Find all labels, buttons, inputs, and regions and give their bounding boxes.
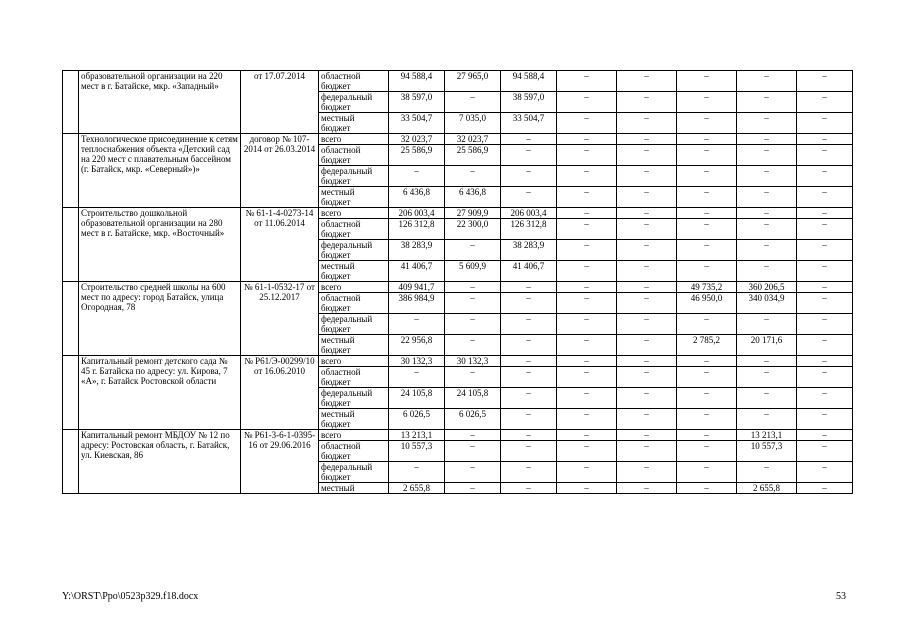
amount-cell: – [557, 145, 617, 166]
amount-cell: – [445, 441, 501, 462]
funding-source: федеральный бюджет [319, 462, 389, 483]
amount-cell: – [797, 314, 853, 335]
amount-cell: – [797, 430, 853, 441]
amount-cell: – [445, 335, 501, 356]
amount-cell: – [445, 314, 501, 335]
amount-cell: – [617, 134, 677, 145]
funding-source: местный бюджет [319, 187, 389, 208]
amount-cell: – [501, 388, 557, 409]
amount-cell: 386 984,9 [389, 293, 445, 314]
project-description: Строительство дошкольной образовательной организации на 280 мест в г. Батайске, мкр. «Восточный» [79, 208, 241, 282]
funding-source: федеральный бюджет [319, 314, 389, 335]
amount-cell: – [677, 71, 737, 92]
amount-cell: 94 588,4 [389, 71, 445, 92]
amount-cell: – [557, 335, 617, 356]
amount-cell: – [797, 367, 853, 388]
funding-source: областной бюджет [319, 293, 389, 314]
amount-cell: – [501, 134, 557, 145]
amount-cell: 340 034,9 [737, 293, 797, 314]
amount-cell: 10 557,3 [737, 441, 797, 462]
amount-cell: – [677, 187, 737, 208]
funding-source: всего [319, 430, 389, 441]
amount-cell: – [677, 240, 737, 261]
amount-cell: – [797, 145, 853, 166]
amount-cell: 38 597,0 [389, 92, 445, 113]
amount-cell: – [557, 187, 617, 208]
funding-source: областной бюджет [319, 367, 389, 388]
amount-cell: – [677, 483, 737, 494]
project-document: договор № 107-2014 от 26.03.2014 [241, 134, 319, 208]
amount-cell: – [677, 208, 737, 219]
amount-cell: – [797, 409, 853, 430]
project-document: № 61-1-4-0273-14 от 11.06.2014 [241, 208, 319, 282]
row-index-cell [63, 430, 79, 494]
amount-cell: – [501, 356, 557, 367]
funding-source: местный бюджет [319, 409, 389, 430]
amount-cell: 24 105,8 [389, 388, 445, 409]
funding-source: всего [319, 356, 389, 367]
amount-cell: – [677, 145, 737, 166]
amount-cell: – [797, 71, 853, 92]
amount-cell: – [557, 483, 617, 494]
amount-cell: – [677, 430, 737, 441]
funding-source: всего [319, 282, 389, 293]
amount-cell: – [445, 166, 501, 187]
amount-cell: – [445, 367, 501, 388]
amount-cell: – [501, 282, 557, 293]
amount-cell: – [389, 462, 445, 483]
table-row [63, 134, 853, 145]
table-row [63, 71, 853, 92]
amount-cell: – [797, 219, 853, 240]
amount-cell: – [737, 388, 797, 409]
amount-cell: 13 213,1 [737, 430, 797, 441]
project-document: от 17.07.2014 [241, 71, 319, 134]
amount-cell: – [501, 483, 557, 494]
amount-cell: – [617, 166, 677, 187]
amount-cell: 46 950,0 [677, 293, 737, 314]
amount-cell: – [389, 367, 445, 388]
amount-cell: – [797, 388, 853, 409]
amount-cell: – [445, 483, 501, 494]
amount-cell: – [617, 261, 677, 282]
amount-cell: 6 026,5 [389, 409, 445, 430]
amount-cell: – [557, 282, 617, 293]
amount-cell: 49 735,2 [677, 282, 737, 293]
amount-cell: – [797, 462, 853, 483]
amount-cell: – [797, 113, 853, 134]
amount-cell: – [617, 240, 677, 261]
amount-cell: 6 436,8 [445, 187, 501, 208]
amount-cell: – [617, 113, 677, 134]
amount-cell: – [617, 187, 677, 208]
amount-cell: – [797, 134, 853, 145]
amount-cell: 22 300,0 [445, 219, 501, 240]
table-row [63, 356, 853, 367]
funding-source: всего [319, 208, 389, 219]
amount-cell: 25 586,9 [389, 145, 445, 166]
row-index-cell [63, 134, 79, 208]
amount-cell: – [557, 261, 617, 282]
amount-cell: 10 557,3 [389, 441, 445, 462]
row-index-cell [63, 208, 79, 282]
amount-cell: – [617, 335, 677, 356]
amount-cell: – [797, 282, 853, 293]
amount-cell: – [557, 240, 617, 261]
amount-cell: – [737, 208, 797, 219]
amount-cell: – [445, 282, 501, 293]
amount-cell: 33 504,7 [501, 113, 557, 134]
amount-cell: – [737, 409, 797, 430]
amount-cell: – [501, 367, 557, 388]
amount-cell: 206 003,4 [389, 208, 445, 219]
amount-cell: – [677, 388, 737, 409]
amount-cell: – [737, 134, 797, 145]
amount-cell: 94 588,4 [501, 71, 557, 92]
amount-cell: – [501, 293, 557, 314]
amount-cell: – [797, 208, 853, 219]
amount-cell: – [737, 261, 797, 282]
amount-cell: – [617, 219, 677, 240]
funding-source: местный бюджет [319, 335, 389, 356]
amount-cell: – [617, 208, 677, 219]
project-document: № 61-1-0532-17 от 25.12.2017 [241, 282, 319, 356]
funding-source: местный бюджет [319, 261, 389, 282]
amount-cell: – [617, 282, 677, 293]
page-number: 53 [836, 591, 846, 602]
amount-cell: – [501, 335, 557, 356]
amount-cell: 25 586,9 [445, 145, 501, 166]
amount-cell: 6 436,8 [389, 187, 445, 208]
amount-cell: – [617, 430, 677, 441]
amount-cell: – [737, 240, 797, 261]
amount-cell: – [737, 145, 797, 166]
funding-source: федеральный бюджет [319, 166, 389, 187]
amount-cell: 27 909,9 [445, 208, 501, 219]
amount-cell: – [617, 356, 677, 367]
row-index-cell [63, 71, 79, 134]
amount-cell: 6 026,5 [445, 409, 501, 430]
amount-cell: – [617, 145, 677, 166]
amount-cell: – [617, 314, 677, 335]
amount-cell: 27 965,0 [445, 71, 501, 92]
amount-cell: – [677, 409, 737, 430]
amount-cell: – [557, 441, 617, 462]
row-index-cell [63, 356, 79, 430]
amount-cell: – [617, 462, 677, 483]
project-description: образовательной организации на 220 мест в г. Батайске, мкр. «Западный» [79, 71, 241, 134]
amount-cell: – [617, 71, 677, 92]
amount-cell: – [737, 92, 797, 113]
amount-cell: 38 283,9 [501, 240, 557, 261]
amount-cell: – [557, 462, 617, 483]
amount-cell: – [557, 367, 617, 388]
table-row [63, 430, 853, 441]
amount-cell: – [617, 388, 677, 409]
amount-cell: 7 035,0 [445, 113, 501, 134]
amount-cell: – [557, 409, 617, 430]
amount-cell: – [677, 219, 737, 240]
amount-cell: – [617, 367, 677, 388]
amount-cell: – [677, 462, 737, 483]
amount-cell: 2 655,8 [389, 483, 445, 494]
amount-cell: – [389, 166, 445, 187]
amount-cell: – [797, 335, 853, 356]
funding-source: областной бюджет [319, 441, 389, 462]
amount-cell: 38 597,0 [501, 92, 557, 113]
amount-cell: – [737, 187, 797, 208]
amount-cell: – [445, 430, 501, 441]
amount-cell: – [737, 219, 797, 240]
amount-cell: 126 312,8 [501, 219, 557, 240]
amount-cell: 409 941,7 [389, 282, 445, 293]
amount-cell: – [737, 356, 797, 367]
amount-cell: – [501, 430, 557, 441]
budget-table [62, 70, 853, 494]
amount-cell: 41 406,7 [501, 261, 557, 282]
amount-cell: – [737, 314, 797, 335]
amount-cell: – [557, 430, 617, 441]
funding-source: местный бюджет [319, 113, 389, 134]
amount-cell: – [617, 293, 677, 314]
amount-cell: – [557, 293, 617, 314]
amount-cell: – [445, 462, 501, 483]
amount-cell: – [617, 483, 677, 494]
funding-source: федеральный бюджет [319, 240, 389, 261]
amount-cell: – [501, 441, 557, 462]
funding-source: областной бюджет [319, 219, 389, 240]
amount-cell: – [797, 483, 853, 494]
funding-source: местный [319, 483, 389, 494]
amount-cell: – [797, 293, 853, 314]
amount-cell: – [445, 293, 501, 314]
amount-cell: 20 171,6 [737, 335, 797, 356]
amount-cell: 22 956,8 [389, 335, 445, 356]
amount-cell: 2 785,2 [677, 335, 737, 356]
amount-cell: 360 206,5 [737, 282, 797, 293]
amount-cell: – [677, 314, 737, 335]
amount-cell: – [557, 71, 617, 92]
amount-cell: 13 213,1 [389, 430, 445, 441]
amount-cell: – [677, 92, 737, 113]
table-row [63, 208, 853, 219]
amount-cell: – [797, 92, 853, 113]
amount-cell: – [797, 261, 853, 282]
funding-source: федеральный бюджет [319, 388, 389, 409]
amount-cell: – [797, 441, 853, 462]
amount-cell: – [557, 388, 617, 409]
amount-cell: 41 406,7 [389, 261, 445, 282]
amount-cell: – [677, 356, 737, 367]
amount-cell: 33 504,7 [389, 113, 445, 134]
amount-cell: 5 609,9 [445, 261, 501, 282]
amount-cell: – [677, 134, 737, 145]
amount-cell: 32 023,7 [445, 134, 501, 145]
amount-cell: 30 132,3 [445, 356, 501, 367]
amount-cell: – [501, 462, 557, 483]
amount-cell: – [797, 356, 853, 367]
amount-cell: – [737, 462, 797, 483]
amount-cell: – [677, 261, 737, 282]
amount-cell: – [557, 219, 617, 240]
amount-cell: – [737, 367, 797, 388]
amount-cell: – [737, 166, 797, 187]
footer-file-path: Y:\ORST\Ppo\0523p329.f18.docx [62, 591, 199, 602]
amount-cell: – [557, 208, 617, 219]
amount-cell: – [677, 113, 737, 134]
amount-cell: – [557, 92, 617, 113]
amount-cell: – [797, 187, 853, 208]
amount-cell: 206 003,4 [501, 208, 557, 219]
amount-cell: 126 312,8 [389, 219, 445, 240]
funding-source: всего [319, 134, 389, 145]
funding-source: областной бюджет [319, 145, 389, 166]
project-description: Капитальный ремонт детского сада № 45 г. Батайска по адресу: ул. Кирова, 7 «А», г. Батайск Ростовской области [79, 356, 241, 430]
project-document: № Р61-3-6-1-0395-16 от 29.06.2016 [241, 430, 319, 494]
amount-cell: – [797, 166, 853, 187]
amount-cell: 24 105,8 [445, 388, 501, 409]
amount-cell: – [617, 441, 677, 462]
amount-cell: 30 132,3 [389, 356, 445, 367]
amount-cell: – [501, 409, 557, 430]
amount-cell: – [501, 145, 557, 166]
funding-source: федеральный бюджет [319, 92, 389, 113]
table-row [63, 282, 853, 293]
amount-cell: – [617, 409, 677, 430]
funding-source: областной бюджет [319, 71, 389, 92]
amount-cell: – [557, 166, 617, 187]
project-description: Капитальный ремонт МБДОУ № 12 по адресу: Ростовская область, г. Батайск, ул. Киевская, 86 [79, 430, 241, 494]
amount-cell: – [501, 314, 557, 335]
amount-cell: – [557, 314, 617, 335]
row-index-cell [63, 282, 79, 356]
amount-cell: – [797, 240, 853, 261]
amount-cell: – [501, 187, 557, 208]
amount-cell: 32 023,7 [389, 134, 445, 145]
amount-cell: – [501, 166, 557, 187]
amount-cell: – [445, 92, 501, 113]
amount-cell: – [557, 113, 617, 134]
amount-cell: – [737, 113, 797, 134]
amount-cell: – [617, 92, 677, 113]
amount-cell: – [677, 166, 737, 187]
project-document: № Р61/Э-00299/10 от 16.06.2010 [241, 356, 319, 430]
amount-cell: – [557, 356, 617, 367]
amount-cell: – [677, 441, 737, 462]
amount-cell: – [737, 71, 797, 92]
amount-cell: 38 283,9 [389, 240, 445, 261]
project-description: Строительство средней школы на 600 мест по адресу: город Батайск, улица Огородная, 78 [79, 282, 241, 356]
amount-cell: – [557, 134, 617, 145]
amount-cell: – [677, 367, 737, 388]
amount-cell: – [445, 240, 501, 261]
project-description: Технологическое присоединение к сетям теплоснабжения объекта «Детский сад на 220 мест с плавательным бассейном (г. Батайск, мкр. «Северный»)» [79, 134, 241, 208]
amount-cell: – [389, 314, 445, 335]
amount-cell: 2 655,8 [737, 483, 797, 494]
